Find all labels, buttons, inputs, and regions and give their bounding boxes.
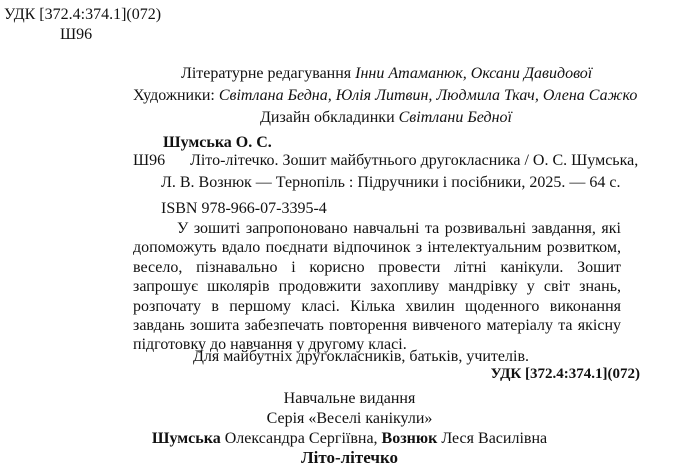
artists-names: Світлана Бедна, Юлія Литвин, Людмила Ткач, Олена Сажко (218, 87, 638, 104)
author-heading: Шумська О. С. (163, 134, 272, 151)
edition-type: Навчальне видання (283, 390, 416, 407)
author1-surname: Шумська (151, 430, 221, 447)
author1-names: Олександра Сергіївна, (224, 430, 378, 447)
bibliographic-title-line-1: Літо-літечко. Зошит майбутнього другокласника / О. С. Шумська, (190, 152, 639, 169)
catalog-code: Ш96 (133, 152, 166, 169)
author2-names: Леся Василівна (441, 430, 548, 447)
cover-design-line (260, 108, 512, 127)
udk-bottom: УДК [372.4:374.1](072) (490, 366, 640, 382)
isbn: ISBN 978-966-07-3395-4 (161, 200, 327, 217)
cover-design-label: Дизайн обкладинки (260, 109, 395, 126)
literary-editors: Інни Атаманюк, Оксани Давидової (355, 65, 593, 82)
udk-top: УДК [372.4:374.1](072) (4, 6, 162, 23)
cover-designer: Світлани Бедної (398, 109, 512, 126)
book-title: Літо-літечко (300, 448, 399, 467)
author2-surname: Вознюк (381, 430, 438, 447)
audience-line: Для майбутніх другокласників, батьків, учителів. (193, 348, 529, 365)
artists-line (133, 86, 637, 105)
annotation-paragraph: У зошиті запропоновано навчальні та розвивальні завдання, які допоможуть вдало поєднати відпочинок з інтелектуальним розвитком, весело, пізнавально і корисно провести літні канікули. Зошит запрошує школярів продовжити захопливу мандрівку у світ знань, розпочату в першому класі. Кілька хвилин щоденного виконання завдань зошита забезпечать повторення вивченого матеріалу та якісну підготовку до навчання у другому класі. (133, 220, 621, 354)
series-name: Серія «Веселі канікули» (266, 410, 433, 427)
artists-label: Художники: (133, 87, 215, 104)
author-code: Ш96 (60, 26, 93, 43)
literary-editing-line (181, 64, 592, 83)
bibliographic-title-line-2: Л. В. Вознюк — Тернопіль : Підручники і посібники, 2025. — 64 с. (161, 174, 621, 191)
authors-full-names (0, 430, 699, 448)
literary-editing-label: Літературне редагування (181, 65, 352, 82)
